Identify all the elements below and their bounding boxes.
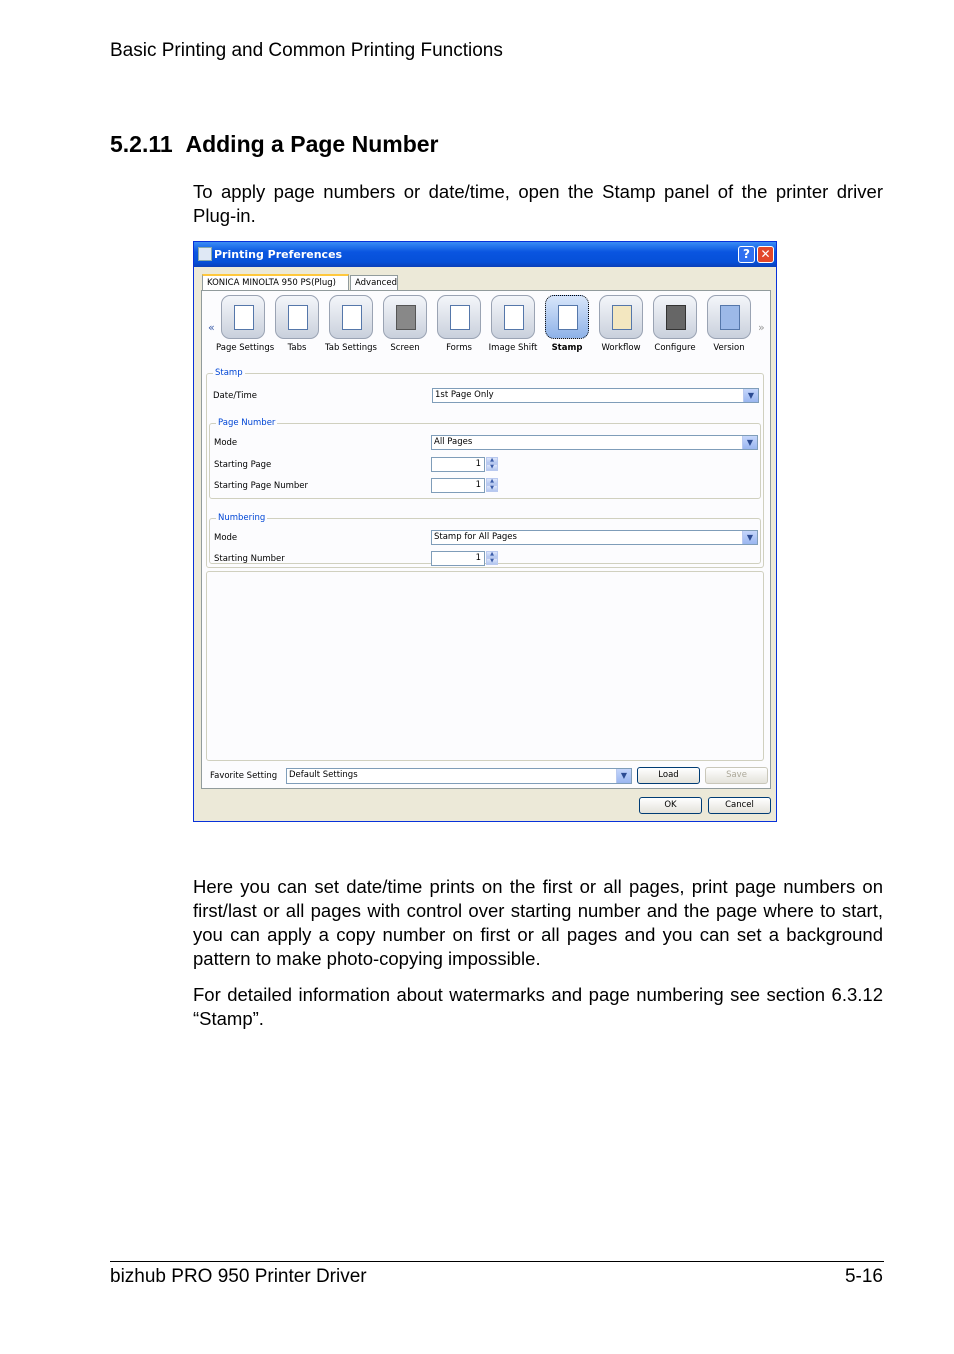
cancel-button[interactable]: Cancel [708,797,771,814]
section-number: 5.2.11 [110,131,173,157]
configure-icon [653,295,697,339]
stamp-group-label: Stamp [215,368,243,378]
starting-page-label: Starting Page [214,460,272,470]
icon-configure[interactable]: Configure [648,295,702,353]
icon-version[interactable]: Version [702,295,756,353]
numbering-mode-label: Mode [214,533,238,543]
favorite-setting-label: Favorite Setting [210,771,278,781]
footer-product: bizhub PRO 950 Printer Driver [110,1266,367,1287]
numbering-group-label: Numbering [218,513,266,523]
section-title-text: Adding a Page Number [185,131,439,157]
section-title [110,131,439,158]
chevron-down-icon: ▼ [616,769,631,783]
icon-stamp[interactable]: Stamp [540,295,594,353]
page-settings-icon [221,295,265,339]
scroll-right-icon[interactable]: » [758,321,765,334]
printer-icon [198,247,212,261]
load-button[interactable]: Load [637,767,700,784]
body-paragraph-2: For detailed information about watermarks and page numbering see section 6.3.12 “Stamp”. [193,984,883,1029]
icon-image-shift[interactable]: Image Shift [486,295,540,353]
running-header: Basic Printing and Common Printing Functions [110,40,503,61]
screen-icon [383,295,427,339]
plugin-panel [201,290,771,789]
scroll-left-icon[interactable]: « [208,321,215,334]
chevron-down-icon: ▼ [742,531,757,544]
starting-number-input[interactable]: 1 [431,551,485,566]
starting-page-number-input[interactable]: 1 [431,478,485,493]
starting-page-input[interactable]: 1 [431,457,485,472]
version-icon [707,295,751,339]
save-button[interactable]: Save [705,767,768,784]
tab-advanced[interactable]: Advanced [350,275,398,290]
workflow-icon [599,295,643,339]
function-icon-bar [208,295,764,361]
starting-number-label: Starting Number [214,554,285,564]
icon-screen[interactable]: Screen [378,295,432,353]
starting-page-number-spinner[interactable]: ▲ ▼ [486,478,498,493]
page-number-mode-label: Mode [214,438,238,448]
stamp-icon [545,295,589,339]
page-number: 5-16 [844,1266,883,1287]
chevron-down-icon: ▼ [743,389,758,402]
dialog-titlebar [194,242,776,267]
datetime-select[interactable]: 1st Page Only ▼ [432,388,759,403]
tab-settings-icon [329,295,373,339]
stamp-content-area [206,571,764,761]
intro-paragraph: To apply page numbers or date/time, open the Stamp panel of the printer driver Plug-in. [193,181,883,226]
numbering-mode-select[interactable]: Stamp for All Pages ▼ [431,530,758,545]
dialog-title: Printing Preferences [214,248,343,261]
icon-page-settings[interactable]: Page Settings [216,295,270,353]
icon-forms[interactable]: Forms [432,295,486,353]
close-button[interactable]: ✕ [757,246,774,263]
footer-rule [110,1261,884,1262]
page-number-group [209,418,761,499]
starting-number-spinner[interactable]: ▲ ▼ [486,551,498,566]
forms-icon [437,295,481,339]
page-number-group-label: Page Number [218,418,276,428]
chevron-down-icon: ▼ [742,436,757,449]
stamp-group [206,368,764,568]
page-number-mode-select[interactable]: All Pages ▼ [431,435,758,450]
image-shift-icon [491,295,535,339]
icon-tabs[interactable]: Tabs [270,295,324,353]
ok-button[interactable]: OK [639,797,702,814]
body-paragraph-1: Here you can set date/time prints on the first or all pages, print page numbers on first/last or all pages with control over starting number and the page where to start, you can apply a copy number on first or all pages and you can set a background pattern to make photo-copying impossible. [193,876,883,969]
tabs-icon [275,295,319,339]
datetime-label: Date/Time [213,391,257,401]
starting-page-number-label: Starting Page Number [214,481,309,491]
favorite-setting-select[interactable]: Default Settings ▼ [286,768,632,784]
help-button[interactable]: ? [738,246,755,263]
icon-workflow[interactable]: Workflow [594,295,648,353]
printing-preferences-dialog [193,241,777,822]
numbering-group [209,513,761,564]
starting-page-spinner[interactable]: ▲ ▼ [486,457,498,472]
tab-plugin[interactable]: KONICA MINOLTA 950 PS(Plug) [202,274,349,291]
icon-tab-settings[interactable]: Tab Settings [324,295,378,353]
